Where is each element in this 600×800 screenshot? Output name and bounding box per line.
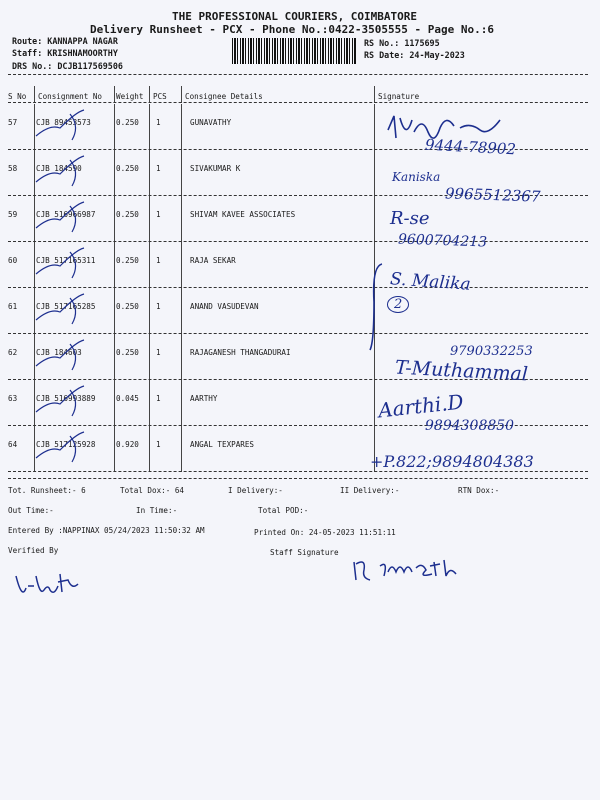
- route-label: Route: KANNAPPA NAGAR: [12, 36, 118, 46]
- handwritten-note: 9965512367: [444, 184, 541, 206]
- divider: [8, 241, 588, 242]
- staff-signature-label: Staff Signature: [270, 548, 339, 557]
- column-line: [149, 150, 150, 196]
- handwritten-note: 2: [387, 296, 409, 313]
- check-mark: [30, 198, 90, 238]
- column-line: [114, 104, 115, 150]
- check-mark: [30, 106, 90, 146]
- column-line: [181, 86, 182, 103]
- handwritten-note: Kaniska: [392, 170, 441, 184]
- column-line: [181, 104, 182, 150]
- column-line: [149, 242, 150, 288]
- sheet-title: Delivery Runsheet - PCX - Phone No.:0422-3505555 - Page No.:6: [90, 23, 494, 36]
- cell-weight: 0.250: [116, 164, 139, 173]
- cell-weight: 0.250: [116, 118, 139, 127]
- total-dox: Total Dox:- 64: [120, 486, 185, 495]
- cell-consignee: SIVAKUMAR K: [190, 164, 241, 173]
- bracket-mark: [368, 262, 388, 352]
- column-line: [181, 288, 182, 334]
- column-line: [149, 196, 150, 242]
- col-pcs: PCS: [153, 92, 167, 101]
- col-signature: Signature: [378, 92, 420, 101]
- in-time: In Time:-: [136, 506, 178, 515]
- handwritten-note: +P.822;9894804383: [370, 452, 534, 471]
- column-line: [149, 426, 150, 472]
- handwritten-note: R-se: [390, 208, 430, 229]
- ii-delivery: II Delivery:-: [340, 486, 400, 495]
- check-mark: [30, 428, 90, 468]
- cell-pcs: 1: [156, 256, 161, 265]
- i-delivery: I Delivery:-: [228, 486, 283, 495]
- column-line: [149, 380, 150, 426]
- column-line: [149, 104, 150, 150]
- cell-weight: 0.920: [116, 440, 139, 449]
- column-line: [181, 334, 182, 380]
- cell-consignment-no: CJB 89453573: [36, 118, 91, 127]
- handwritten-note: 9790332253: [450, 344, 533, 359]
- cell-pcs: 1: [156, 118, 161, 127]
- divider: [8, 471, 588, 472]
- cell-sno: 59: [8, 210, 18, 219]
- staff-signature: [350, 556, 480, 586]
- divider: [8, 74, 588, 75]
- handwritten-note: 9600704213: [397, 231, 488, 251]
- cell-pcs: 1: [156, 164, 161, 173]
- cell-consignee: ANGAL TEXPARES: [190, 440, 255, 449]
- cell-pcs: 1: [156, 440, 161, 449]
- cell-sno: 58: [8, 164, 18, 173]
- handwritten-note: 9894308850: [425, 418, 515, 434]
- cell-pcs: 1: [156, 348, 161, 357]
- verified-by-label: Verified By: [8, 546, 59, 555]
- cell-pcs: 1: [156, 302, 161, 311]
- col-consignee: Consignee Details: [185, 92, 263, 101]
- handwritten-note: T-Muthammal: [394, 356, 529, 386]
- column-line: [181, 242, 182, 288]
- column-line: [114, 86, 115, 103]
- column-line: [181, 426, 182, 472]
- rs-date: RS Date: 24-May-2023: [364, 50, 465, 60]
- cell-pcs: 1: [156, 394, 161, 403]
- check-mark: [30, 336, 90, 376]
- cell-sno: 62: [8, 348, 18, 357]
- column-line: [181, 150, 182, 196]
- cell-sno: 61: [8, 302, 18, 311]
- cell-consignment-no: CJB 516966987: [36, 210, 96, 219]
- column-line: [149, 288, 150, 334]
- divider: [8, 287, 588, 288]
- staff-label: Staff: KRISHNAMOORTHY: [12, 48, 118, 58]
- cell-sno: 64: [8, 440, 18, 449]
- col-consignment: Consignment No: [38, 92, 103, 101]
- handwritten-note: S. Malika: [389, 269, 472, 295]
- column-line: [114, 334, 115, 380]
- column-line: [34, 86, 35, 103]
- column-line: [114, 196, 115, 242]
- divider: [8, 478, 588, 479]
- handwritten-note: 9444-78902: [424, 135, 517, 159]
- cell-consignment-no: CJB 517165285: [36, 302, 96, 311]
- check-mark: [30, 382, 90, 422]
- column-line: [181, 380, 182, 426]
- column-line: [114, 242, 115, 288]
- cell-weight: 0.045: [116, 394, 139, 403]
- cell-consignee: RAJAGANESH THANGADURAI: [190, 348, 291, 357]
- cell-consignee: SHIVAM KAVEE ASSOCIATES: [190, 210, 296, 219]
- cell-consignment-no: CJB 517125928: [36, 440, 96, 449]
- column-line: [374, 196, 375, 242]
- column-line: [374, 104, 375, 150]
- column-line: [374, 380, 375, 426]
- check-mark: [30, 152, 90, 192]
- cell-pcs: 1: [156, 210, 161, 219]
- column-line: [114, 380, 115, 426]
- drs-number: DRS No.: DCJB117569506: [12, 61, 123, 71]
- cell-consignee: AARTHY: [190, 394, 218, 403]
- cell-consignee: ANAND VASUDEVAN: [190, 302, 259, 311]
- handwritten-note: Aarthi.D: [376, 389, 465, 423]
- column-line: [114, 426, 115, 472]
- cell-consignment-no: CJB 184590: [36, 164, 82, 173]
- divider: [8, 102, 588, 103]
- total-pod: Total POD:-: [258, 506, 309, 515]
- cell-weight: 0.250: [116, 210, 139, 219]
- check-mark: [30, 244, 90, 284]
- cell-sno: 60: [8, 256, 18, 265]
- out-time: Out Time:-: [8, 506, 54, 515]
- cell-consignee: GUNAVATHY: [190, 118, 232, 127]
- barcode: [232, 38, 356, 64]
- cell-sno: 57: [8, 118, 18, 127]
- column-line: [374, 150, 375, 196]
- verifier-signature: [14, 570, 94, 600]
- tot-runsheet: Tot. Runsheet:- 6: [8, 486, 86, 495]
- entered-by: Entered By :NAPPINAX 05/24/2023 11:50:32 AM: [8, 526, 205, 535]
- cell-weight: 0.250: [116, 256, 139, 265]
- cell-consignment-no: CJB 516993889: [36, 394, 96, 403]
- cell-consignee: RAJA SEKAR: [190, 256, 236, 265]
- column-line: [114, 150, 115, 196]
- column-line: [149, 86, 150, 103]
- column-line: [114, 288, 115, 334]
- cell-consignment-no: CJB 517165311: [36, 256, 96, 265]
- column-line: [149, 334, 150, 380]
- divider: [8, 333, 588, 334]
- column-line: [374, 86, 375, 103]
- col-sno: S No: [8, 92, 27, 101]
- rtn-dox: RTN Dox:-: [458, 486, 500, 495]
- rs-number: RS No.: 1175695: [364, 38, 440, 48]
- cell-weight: 0.250: [116, 302, 139, 311]
- check-mark: [30, 290, 90, 330]
- company-name: THE PROFESSIONAL COURIERS, COIMBATORE: [172, 10, 418, 23]
- printed-on: Printed On: 24-05-2023 11:51:11: [254, 528, 396, 537]
- cell-sno: 63: [8, 394, 18, 403]
- cell-weight: 0.250: [116, 348, 139, 357]
- cell-consignment-no: CJB 184603: [36, 348, 82, 357]
- col-weight: Weight: [116, 92, 144, 101]
- column-line: [181, 196, 182, 242]
